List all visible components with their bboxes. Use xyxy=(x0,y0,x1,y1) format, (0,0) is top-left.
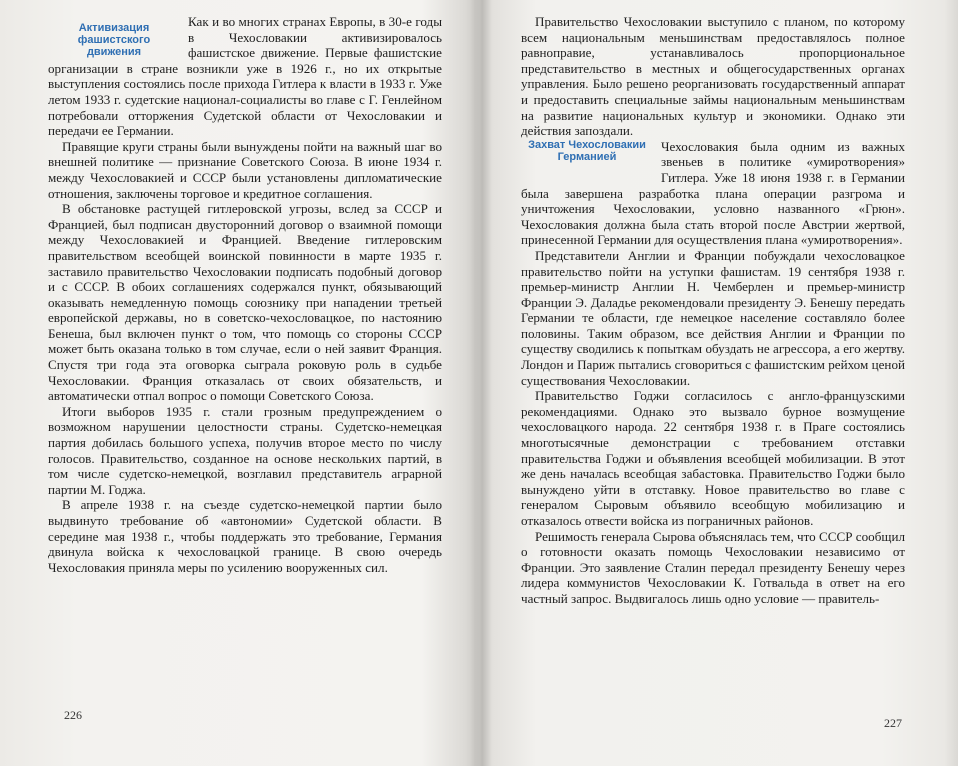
sidebar-heading-line: Активизация xyxy=(78,22,150,34)
sidebar-heading-line: фашистского xyxy=(77,34,151,46)
sidebar-heading-line: Германией xyxy=(557,150,617,163)
page-edge xyxy=(944,0,958,766)
page-number-left: 226 xyxy=(64,708,82,722)
paragraph: Решимость генерала Сырова объяснялась тем, что СССР сообщил о готовности оказать помощь Чехословакии независимо от Франции. Это заявление Сталин передал президенту Бенешу через лидера коммунистов Чехословакии К. Готвальда в ответ на его частный запрос. Выдвигалось лишь одно условие — правитель- xyxy=(521,528,905,606)
sidebar-heading-line: движения xyxy=(86,46,142,58)
left-page xyxy=(48,14,442,575)
paragraph: Чехословакия была одним из важных звеньев в политике «умиротворения» Гитлера. Уже 18 июня 1938 г. в Германии была завершена разработка плана операции разгрома и уничтожения Чехословакии, условно названного «Грюн». Чехословакия должна была стать второй после Австрии жертвой, принесенной Германии для осуществления плана «умиротворения». xyxy=(521,138,905,248)
paragraph: Правящие круги страны были вынуждены пойти на важный шаг во внешней политике — признание Советского Союза. В июне 1934 г. между Чехословакией и СССР были установлены дипломатические отношения, заключены торговое и кредитное соглашения. xyxy=(48,138,442,201)
page-number-right: 227 xyxy=(884,716,902,730)
paragraph: Как и во многих странах Европы, в 30-е годы в Чехословакии активизировалось фашистское движение. Первые фашистские организации в стране возникли уже в 1926 г., но их открытые выступления состоялись после прихода Гитлера к власти в 1933 г. Уже летом 1933 г. судетские национал-социалисты во главе с Г. Генлейном потребовали отторжения Судетской области от Чехословакии и передачи ее Германии. xyxy=(48,14,442,139)
paragraph: Правительство Годжи согласилось с англо-французскими рекомендациями. Однако это вызвало бурное возмущение чехословацкого народа. 22 сентября 1938 г. в Праге состоялись многотысячные демонстрации с требованием отставки правительства Годжи и объявления всеобщей мобилизации. В этот же день началась всеобщая забастовка. Правительство Годжи было вынуждено уйти в отставку. Новое правительство во главе с генералом Сыровым объявило всеобщую мобилизацию и отказалось отвести войска из пограничных районов. xyxy=(521,388,905,528)
book-spine xyxy=(470,0,492,766)
right-page xyxy=(521,14,905,607)
sidebar-heading-activization xyxy=(48,12,180,58)
sidebar-heading-capture xyxy=(521,137,653,181)
paragraph: Итоги выборов 1935 г. стали грозным предупреждением о возможном нарушении целостности страны. Судетско-немецкая партия добилась большого успеха, получив второе место по числу голосов. Правительство, созданное на основе нескольких партий, в том числе судетско-немецкой, возглавил представитель аграрной партии М. Годжа. xyxy=(48,403,442,497)
sidebar-heading-line: Захват Чехословакии xyxy=(528,138,646,151)
paragraph: Правительство Чехословакии выступило с планом, по которому всем национальным меньшинствам предоставлялось полное равноправие, устанавливалось пропорциональное представительство в местных и общегосударственных органах управления. Было решено реорганизовать государственный аппарат и предоставить специальные займы национальным меньшинствам на развитие национальных культур и экономики. Однако эти действия запоздали. xyxy=(521,14,905,139)
paragraph: Представители Англии и Франции побуждали чехословацкое правительство пойти на уступки фашистам. 19 сентября 1938 г. премьер-министр Англии Н. Чемберлен и премьер-министр Франции Э. Даладье рекомендовали президенту Э. Бенешу передать Германии те области, где немецкое население составляло более половины. Таким образом, все действия Англии и Франции по существу сводились к попыткам обуздать не агрессора, а его жертву. Лондон и Париж пытались сговориться с фашистским рейхом ценой существования Чехословакии. xyxy=(521,247,905,388)
paragraph: В обстановке растущей гитлеровской угрозы, вслед за СССР и Францией, был подписан двусторонний договор о взаимной помощи между Чехословакией и Францией. Введение гитлеровским правительством всеобщей воинской повинности в марте 1935 г. заставило правительство Чехословакии подписать подобный договор и с СССР. В обоих соглашениях содержался пункт, обязывающий оказывать немедленную помощь союзнику при нападении третьей европейской державы, но в советско-чехословацкое, по настоянию Бенеша, был включен пункт о том, что помощь со стороны СССР может быть оказана только в том случае, если о ней заявит Франция. Спустя три года эта оговорка сыграла роковую роль в судьбе Чехословакии. Франция отказалась от своих обязательств, и автоматически отпал вопрос о помощи Советского Союза. xyxy=(48,201,442,404)
paragraph: В апреле 1938 г. на съезде судетско-немецкой партии было выдвинуто требование об «автономии» Судетской области. В середине мая 1938 г., чтобы поддержать это требование, Германия двинула войска к чехословацкой границе. В свою очередь Чехословакия приняла меры по усилению вооруженных сил. xyxy=(48,497,442,575)
